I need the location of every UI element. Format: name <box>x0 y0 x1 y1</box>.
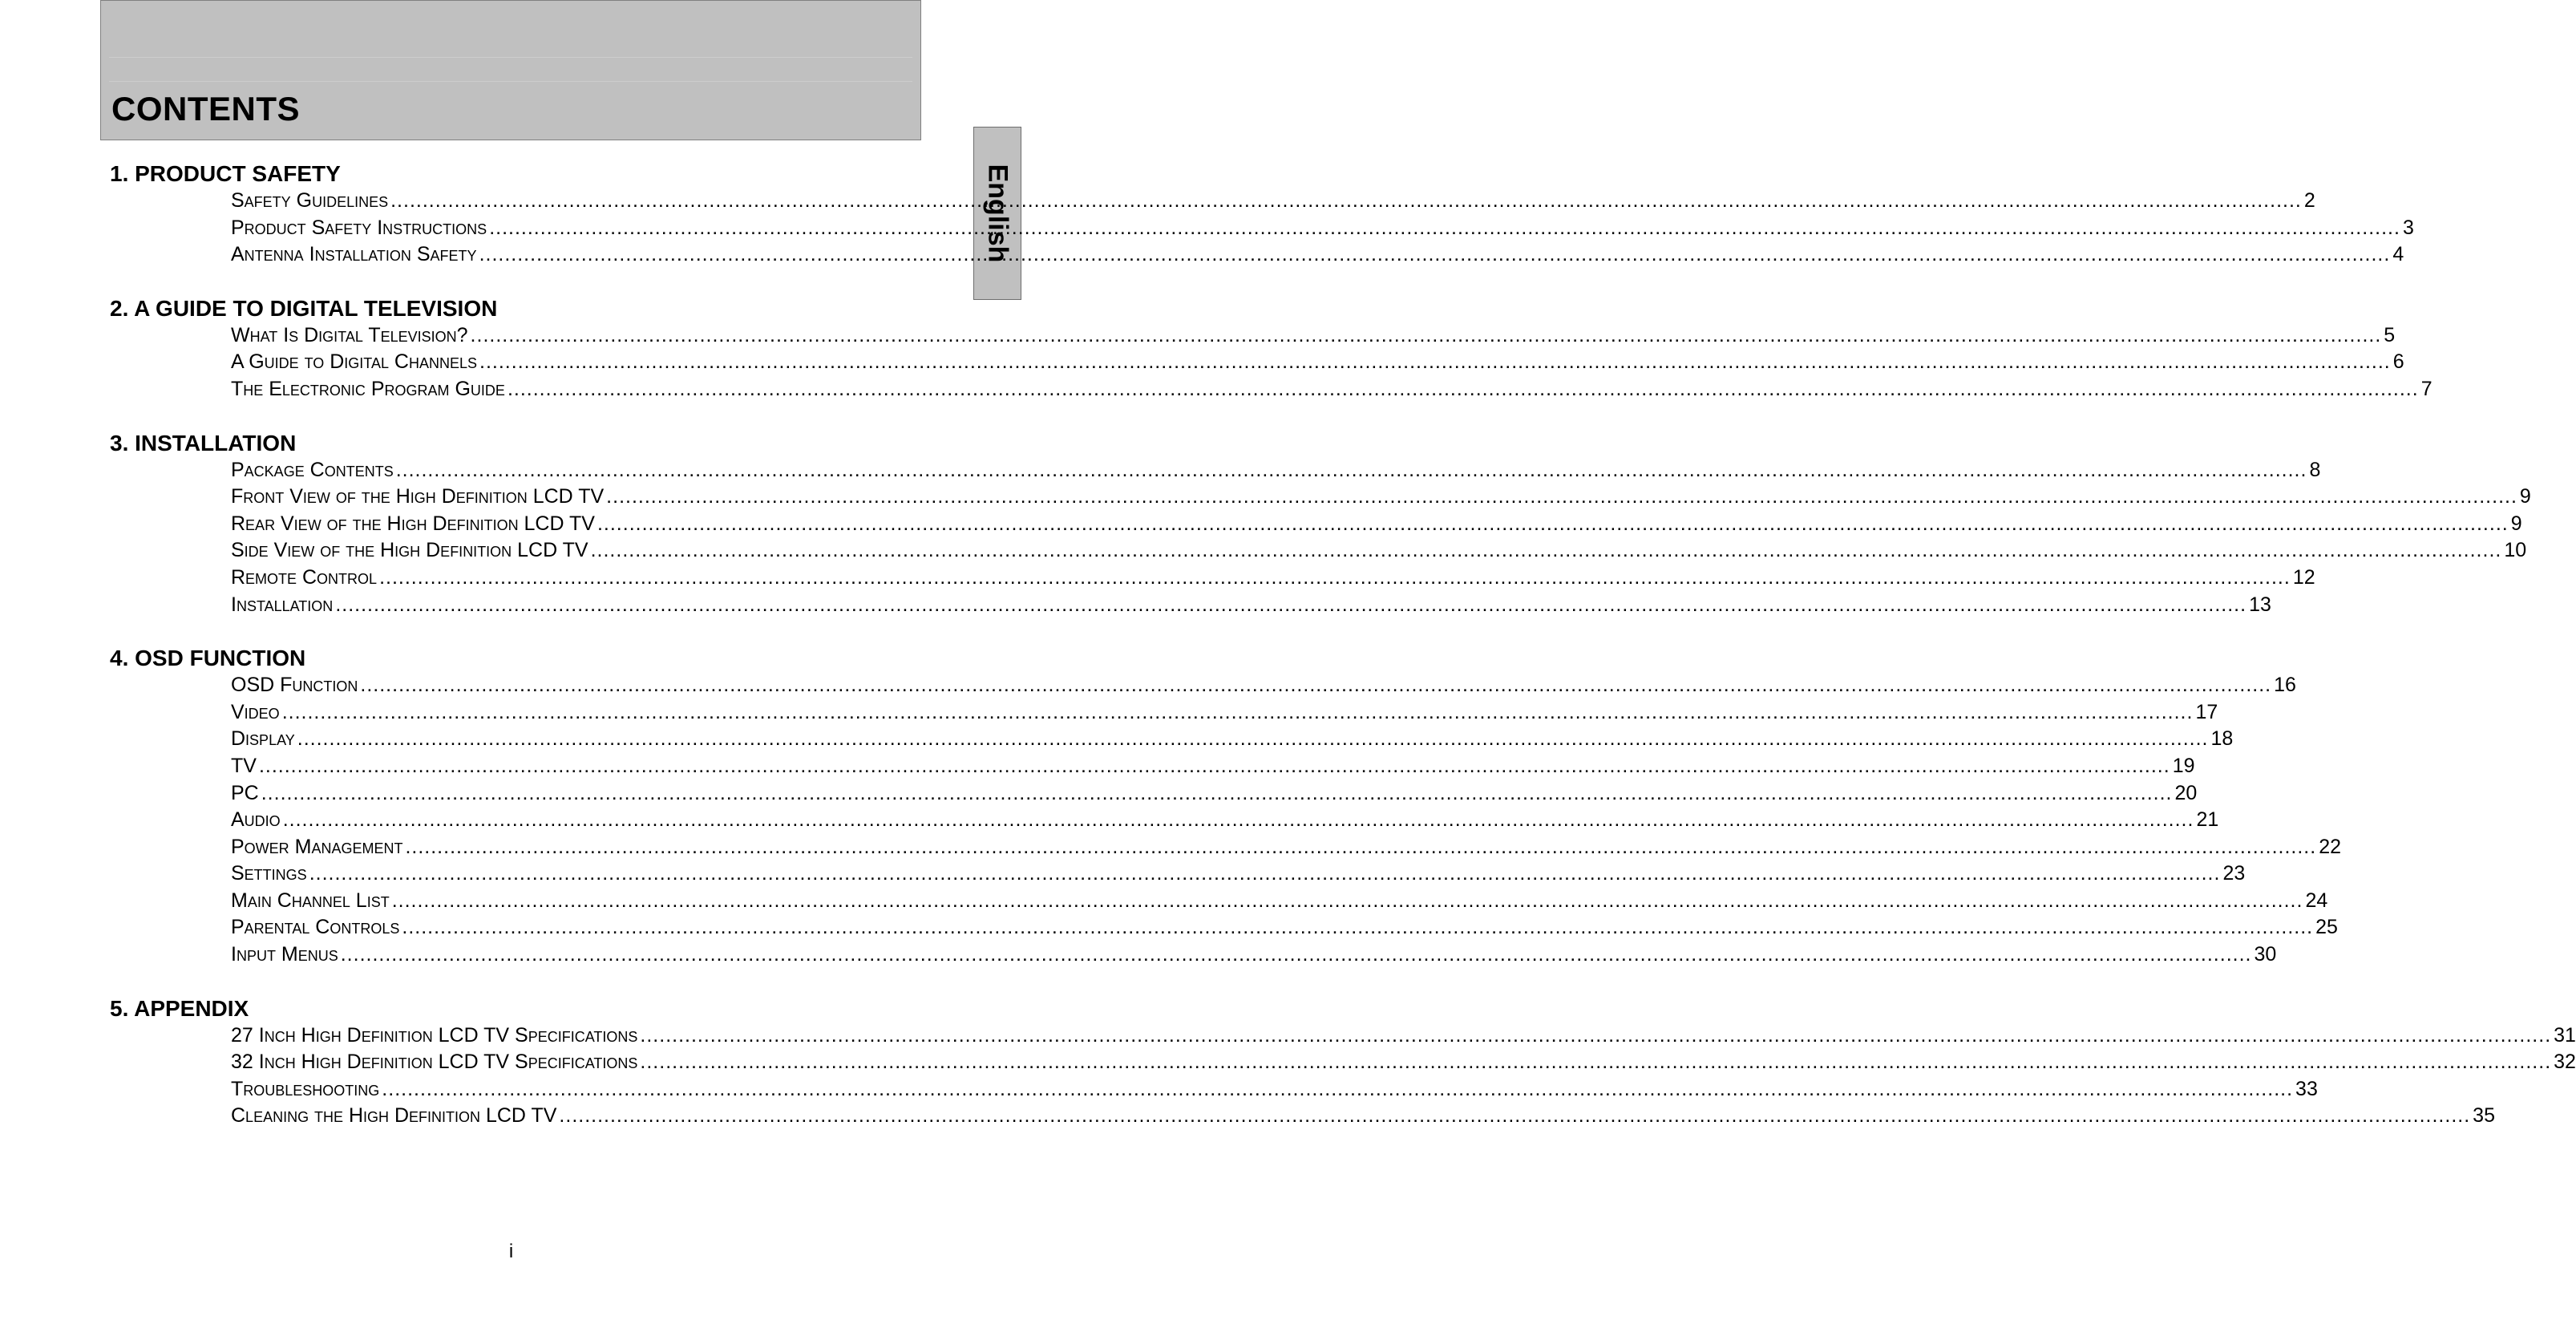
toc-entry-page: 9 <box>2519 485 2531 508</box>
toc-entry-page: 30 <box>2254 943 2277 966</box>
toc-entry <box>231 511 2522 538</box>
header-stripe <box>109 81 912 82</box>
dot-leader: ............................................................................................................................................................................................................................................................................................................ <box>390 189 2302 212</box>
toc-entry-page: 24 <box>2305 889 2328 912</box>
toc-entry <box>231 807 2219 834</box>
dot-leader: ............................................................................................................................................................................................................................................................................................................ <box>405 835 2317 858</box>
section-heading: 3. INSTALLATION <box>110 430 297 456</box>
toc-entry-title: Rear View of the High Definition LCD TV <box>231 512 595 535</box>
toc-entry <box>231 376 2432 403</box>
toc-entry-title: Display <box>231 727 295 751</box>
toc-entry <box>231 188 2315 215</box>
toc-entry-page: 9 <box>2510 512 2522 535</box>
dot-leader: ............................................................................................................................................................................................................................................................................................................ <box>479 350 2391 374</box>
toc-entry-title: 27 Inch High Definition LCD TV Specifications <box>231 1023 638 1047</box>
dot-leader: ............................................................................................................................................................................................................................................................................................................ <box>297 727 2209 751</box>
toc-entry <box>231 860 2246 888</box>
toc-entry <box>231 241 2404 269</box>
toc-entry-page: 8 <box>2309 458 2321 481</box>
toc-entry <box>231 349 2404 376</box>
toc-entry-page: 13 <box>2249 593 2271 616</box>
toc-entry-page: 16 <box>2274 674 2296 697</box>
toc-entry-page: 10 <box>2504 539 2527 562</box>
toc-entry <box>231 941 2277 969</box>
dot-leader: ............................................................................................................................................................................................................................................................................................................ <box>395 458 2307 481</box>
toc-entry-title: Remote Control <box>231 565 378 589</box>
dot-leader: ............................................................................................................................................................................................................................................................................................................ <box>479 243 2391 266</box>
toc-entry-title: Video <box>231 700 280 723</box>
toc-entry-title: What Is Digital Television? <box>231 323 468 346</box>
dot-leader: ............................................................................................................................................................................................................................................................................................................ <box>309 862 2221 885</box>
toc-entry-page: 3 <box>2402 216 2414 239</box>
dot-leader: ............................................................................................................................................................................................................................................................................................................ <box>258 754 2170 777</box>
dot-leader: ............................................................................................................................................................................................................................................................................................................ <box>596 512 2509 535</box>
section-heading: 1. PRODUCT SAFETY <box>110 161 341 186</box>
toc-entry-page: 5 <box>2384 323 2396 346</box>
page-title: CONTENTS <box>111 90 300 128</box>
toc-entry <box>231 484 2531 511</box>
toc-entry-title: Front View of the High Definition LCD TV <box>231 485 605 508</box>
dot-leader: ............................................................................................................................................................................................................................................................................................................ <box>379 565 2291 589</box>
toc-entry <box>231 1049 2576 1076</box>
toc-entry <box>231 753 2195 780</box>
toc-entry-page: 23 <box>2222 862 2246 885</box>
language-tab-label: English <box>982 164 1013 263</box>
toc-entry-page: 4 <box>2392 243 2404 266</box>
toc-entry <box>231 672 2296 699</box>
dot-leader: ............................................................................................................................................................................................................................................................................................................ <box>382 1077 2294 1100</box>
toc-entry-page: 35 <box>2473 1104 2495 1128</box>
toc-entry-title: Audio <box>231 808 281 832</box>
dot-leader: ............................................................................................................................................................................................................................................................................................................ <box>281 700 2194 723</box>
dot-leader: ............................................................................................................................................................................................................................................................................................................ <box>640 1051 2552 1074</box>
toc-entry-title: Product Safety Instructions <box>231 216 487 239</box>
dot-leader: ............................................................................................................................................................................................................................................................................................................ <box>335 593 2247 616</box>
toc-entry <box>231 914 2338 941</box>
toc-entry-title: PC <box>231 781 259 804</box>
toc-section <box>110 430 2531 619</box>
dot-leader: ............................................................................................................................................................................................................................................................................................................ <box>590 539 2502 562</box>
toc-entry-title: Parental Controls <box>231 916 400 939</box>
toc-entry-page: 20 <box>2174 781 2198 804</box>
header-banner <box>100 0 921 140</box>
section-heading: 5. APPENDIX <box>110 995 249 1021</box>
toc-entry-page: 7 <box>2420 377 2432 400</box>
toc-entry <box>231 592 2271 619</box>
dot-leader: ............................................................................................................................................................................................................................................................................................................ <box>470 323 2382 346</box>
toc-entry-title: Power Management <box>231 835 403 858</box>
toc-entry-title: Input Menus <box>231 943 338 966</box>
toc-entry-title: Troubleshooting <box>231 1077 380 1100</box>
page-number: i <box>508 1241 514 1262</box>
toc-entry-page: 17 <box>2195 700 2218 723</box>
header-stripe <box>109 57 912 58</box>
toc-section <box>110 295 2432 403</box>
toc-entry-page: 22 <box>2319 835 2342 858</box>
dot-leader: ............................................................................................................................................................................................................................................................................................................ <box>391 889 2303 912</box>
toc-entry <box>231 537 2527 565</box>
toc-entry-page: 19 <box>2172 754 2195 777</box>
toc-entry-title: TV <box>231 754 257 777</box>
toc-entry-title: Installation <box>231 593 334 616</box>
toc-entry-title: Safety Guidelines <box>231 189 389 212</box>
toc-entry-page: 21 <box>2196 808 2219 832</box>
toc-entry-page: 33 <box>2295 1077 2318 1100</box>
toc-entry-title: Settings <box>231 862 307 885</box>
dot-leader: ............................................................................................................................................................................................................................................................................................................ <box>559 1104 2471 1128</box>
toc-entry-page: 6 <box>2392 350 2404 374</box>
toc-entry-title: Main Channel List <box>231 889 390 912</box>
toc-entry <box>231 726 2234 753</box>
toc-entry-page: 32 <box>2554 1051 2576 1074</box>
toc-entry-page: 25 <box>2315 916 2338 939</box>
toc-entry <box>231 888 2328 915</box>
dot-leader: ............................................................................................................................................................................................................................................................................................................ <box>261 781 2173 804</box>
toc-entry <box>231 699 2218 727</box>
toc-section <box>110 645 2342 969</box>
toc-entry-title: Package Contents <box>231 458 394 481</box>
toc-entry <box>231 1103 2495 1130</box>
toc-entry-title: OSD Function <box>231 674 358 697</box>
dot-leader: ............................................................................................................................................................................................................................................................................................................ <box>640 1023 2552 1047</box>
toc-entry <box>231 322 2396 350</box>
toc-section <box>110 995 2576 1130</box>
dot-leader: ............................................................................................................................................................................................................................................................................................................ <box>340 943 2252 966</box>
dot-leader: ............................................................................................................................................................................................................................................................................................................ <box>606 485 2517 508</box>
toc-entry-title: Side View of the High Definition LCD TV <box>231 539 588 562</box>
toc-entry-page: 2 <box>2303 189 2315 212</box>
toc-entry <box>231 834 2342 861</box>
toc-entry <box>231 215 2414 242</box>
toc-entry-page: 12 <box>2292 565 2315 589</box>
toc-entry <box>231 780 2198 808</box>
toc-entry-page: 18 <box>2210 727 2234 751</box>
toc-entry <box>231 565 2315 592</box>
toc-entry-title: A Guide to Digital Channels <box>231 350 478 374</box>
toc-entry <box>231 457 2321 484</box>
dot-leader: ............................................................................................................................................................................................................................................................................................................ <box>360 674 2272 697</box>
section-heading: 4. OSD FUNCTION <box>110 646 306 671</box>
dot-leader: ............................................................................................................................................................................................................................................................................................................ <box>489 216 2400 239</box>
section-heading: 2. A GUIDE TO DIGITAL TELEVISION <box>110 295 498 321</box>
toc-entry-page: 31 <box>2554 1023 2576 1047</box>
dot-leader: ............................................................................................................................................................................................................................................................................................................ <box>402 916 2314 939</box>
toc-entry-title: Antenna Installation Safety <box>231 243 477 266</box>
toc-entry <box>231 1022 2576 1050</box>
toc-entry-title: 32 Inch High Definition LCD TV Specifications <box>231 1051 638 1074</box>
dot-leader: ............................................................................................................................................................................................................................................................................................................ <box>282 808 2194 832</box>
toc-entry <box>231 1076 2318 1103</box>
dot-leader: ............................................................................................................................................................................................................................................................................................................ <box>507 377 2419 400</box>
toc-entry-title: Cleaning the High Definition LCD TV <box>231 1104 557 1128</box>
toc-entry-title: The Electronic Program Guide <box>231 377 505 400</box>
